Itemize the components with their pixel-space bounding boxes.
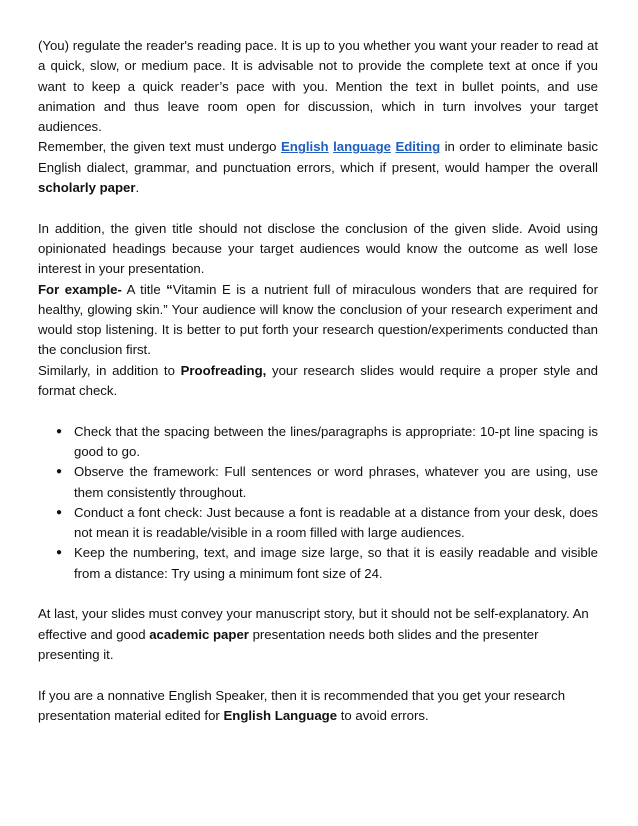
bullet-icon: ● — [56, 425, 63, 437]
nonnative-text-2: to avoid errors. — [337, 707, 429, 723]
conclusion-text-1: At last, your slides must convey your manuscript story, but it should not be self-explanatory. An effective and good — [38, 606, 589, 642]
example-text-2: Vitamin E is a nutrient full of miraculous wonders that are required for healthy, glowing skin.” Your audience will know the conclusion of your research experiment and would stop listening. It is better to put forth your research question/experiments conducted than the conclusion first. — [38, 281, 598, 358]
format-checklist — [38, 422, 598, 584]
bullet-icon: ● — [56, 466, 63, 478]
list-item-text: Conduct a font check: Just because a font is readable at a distance from your desk, does not mean it is readable/visible in a room filled with large audiences. — [74, 504, 598, 541]
scholarly-paper-bold: scholarly paper — [38, 180, 136, 196]
document-page — [38, 36, 598, 726]
paragraph-spacer — [38, 584, 598, 604]
list-item-text: Check that the spacing between the lines/paragraphs is appropriate: 10-pt line spacing is good to go. — [74, 423, 598, 459]
paragraph-title-advice: In addition, the given title should not disclose the conclusion of the given slide. Avoid using opinionated headings because your target audiences would know the outcome as well lose interest in your presentation. — [38, 220, 598, 277]
paragraph-editing — [38, 137, 598, 198]
nonnative-text-1: If you are a nonnative English Speaker, then it is recommended that you get your research presentation material edited for — [38, 687, 566, 723]
list-item-text: Observe the framework: Full sentences or word phrases, whatever you are using, use them consistently throughout. — [74, 464, 598, 500]
proofreading-bold: Proofreading, — [180, 362, 267, 378]
example-text-1: A title — [121, 281, 167, 297]
list-item — [56, 503, 598, 544]
paragraph-nonnative — [38, 686, 598, 727]
example-open-quote: “ — [166, 281, 173, 297]
paragraph-reading-pace: (You) regulate the reader's reading pace. It is up to you whether you want your reader to read at a quick, slow, or medium pace. It is advisable not to provide the complete text at once if you want to keep a quick reader’s pace with you. Mention the text in bullet points, and use animation and thus leave room open for discussion, which in turn involves your target audiences. — [38, 38, 598, 135]
conclusion-text-2: presentation needs both slides and the presenter presenting it. — [38, 626, 539, 662]
paragraph-spacer — [38, 198, 598, 218]
paragraph-proofreading — [38, 361, 598, 402]
list-item-text: Keep the numbering, text, and image size large, so that it is easily readable and visible from a distance: Try using a minimum font size of 24. — [74, 545, 598, 581]
link-language[interactable]: language — [333, 139, 391, 155]
link-editing[interactable]: Editing — [395, 139, 441, 155]
list-item — [56, 462, 598, 503]
editing-text-end: . — [135, 180, 140, 196]
paragraph-example — [38, 280, 598, 361]
english-language-bold: English Language — [223, 707, 338, 723]
proofreading-text-before: Similarly, in addition to — [38, 362, 181, 378]
editing-text-after: in order to eliminate basic English dialect, grammar, and punctuation errors, which if present, would hamper the overall — [38, 139, 599, 175]
academic-paper-bold: academic paper — [149, 626, 249, 642]
editing-text-before: Remember, the given text must undergo — [38, 139, 281, 155]
paragraph-conclusion — [38, 604, 598, 665]
bullet-icon: ● — [56, 547, 63, 559]
link-english[interactable]: English — [280, 139, 329, 155]
paragraph-spacer — [38, 665, 598, 685]
paragraph-spacer — [38, 401, 598, 421]
list-item — [56, 422, 598, 463]
proofreading-text-after: your research slides would require a proper style and format check. — [38, 362, 598, 399]
example-label: For example- — [38, 281, 122, 297]
bullet-icon: ● — [56, 506, 63, 518]
list-item — [56, 543, 598, 584]
